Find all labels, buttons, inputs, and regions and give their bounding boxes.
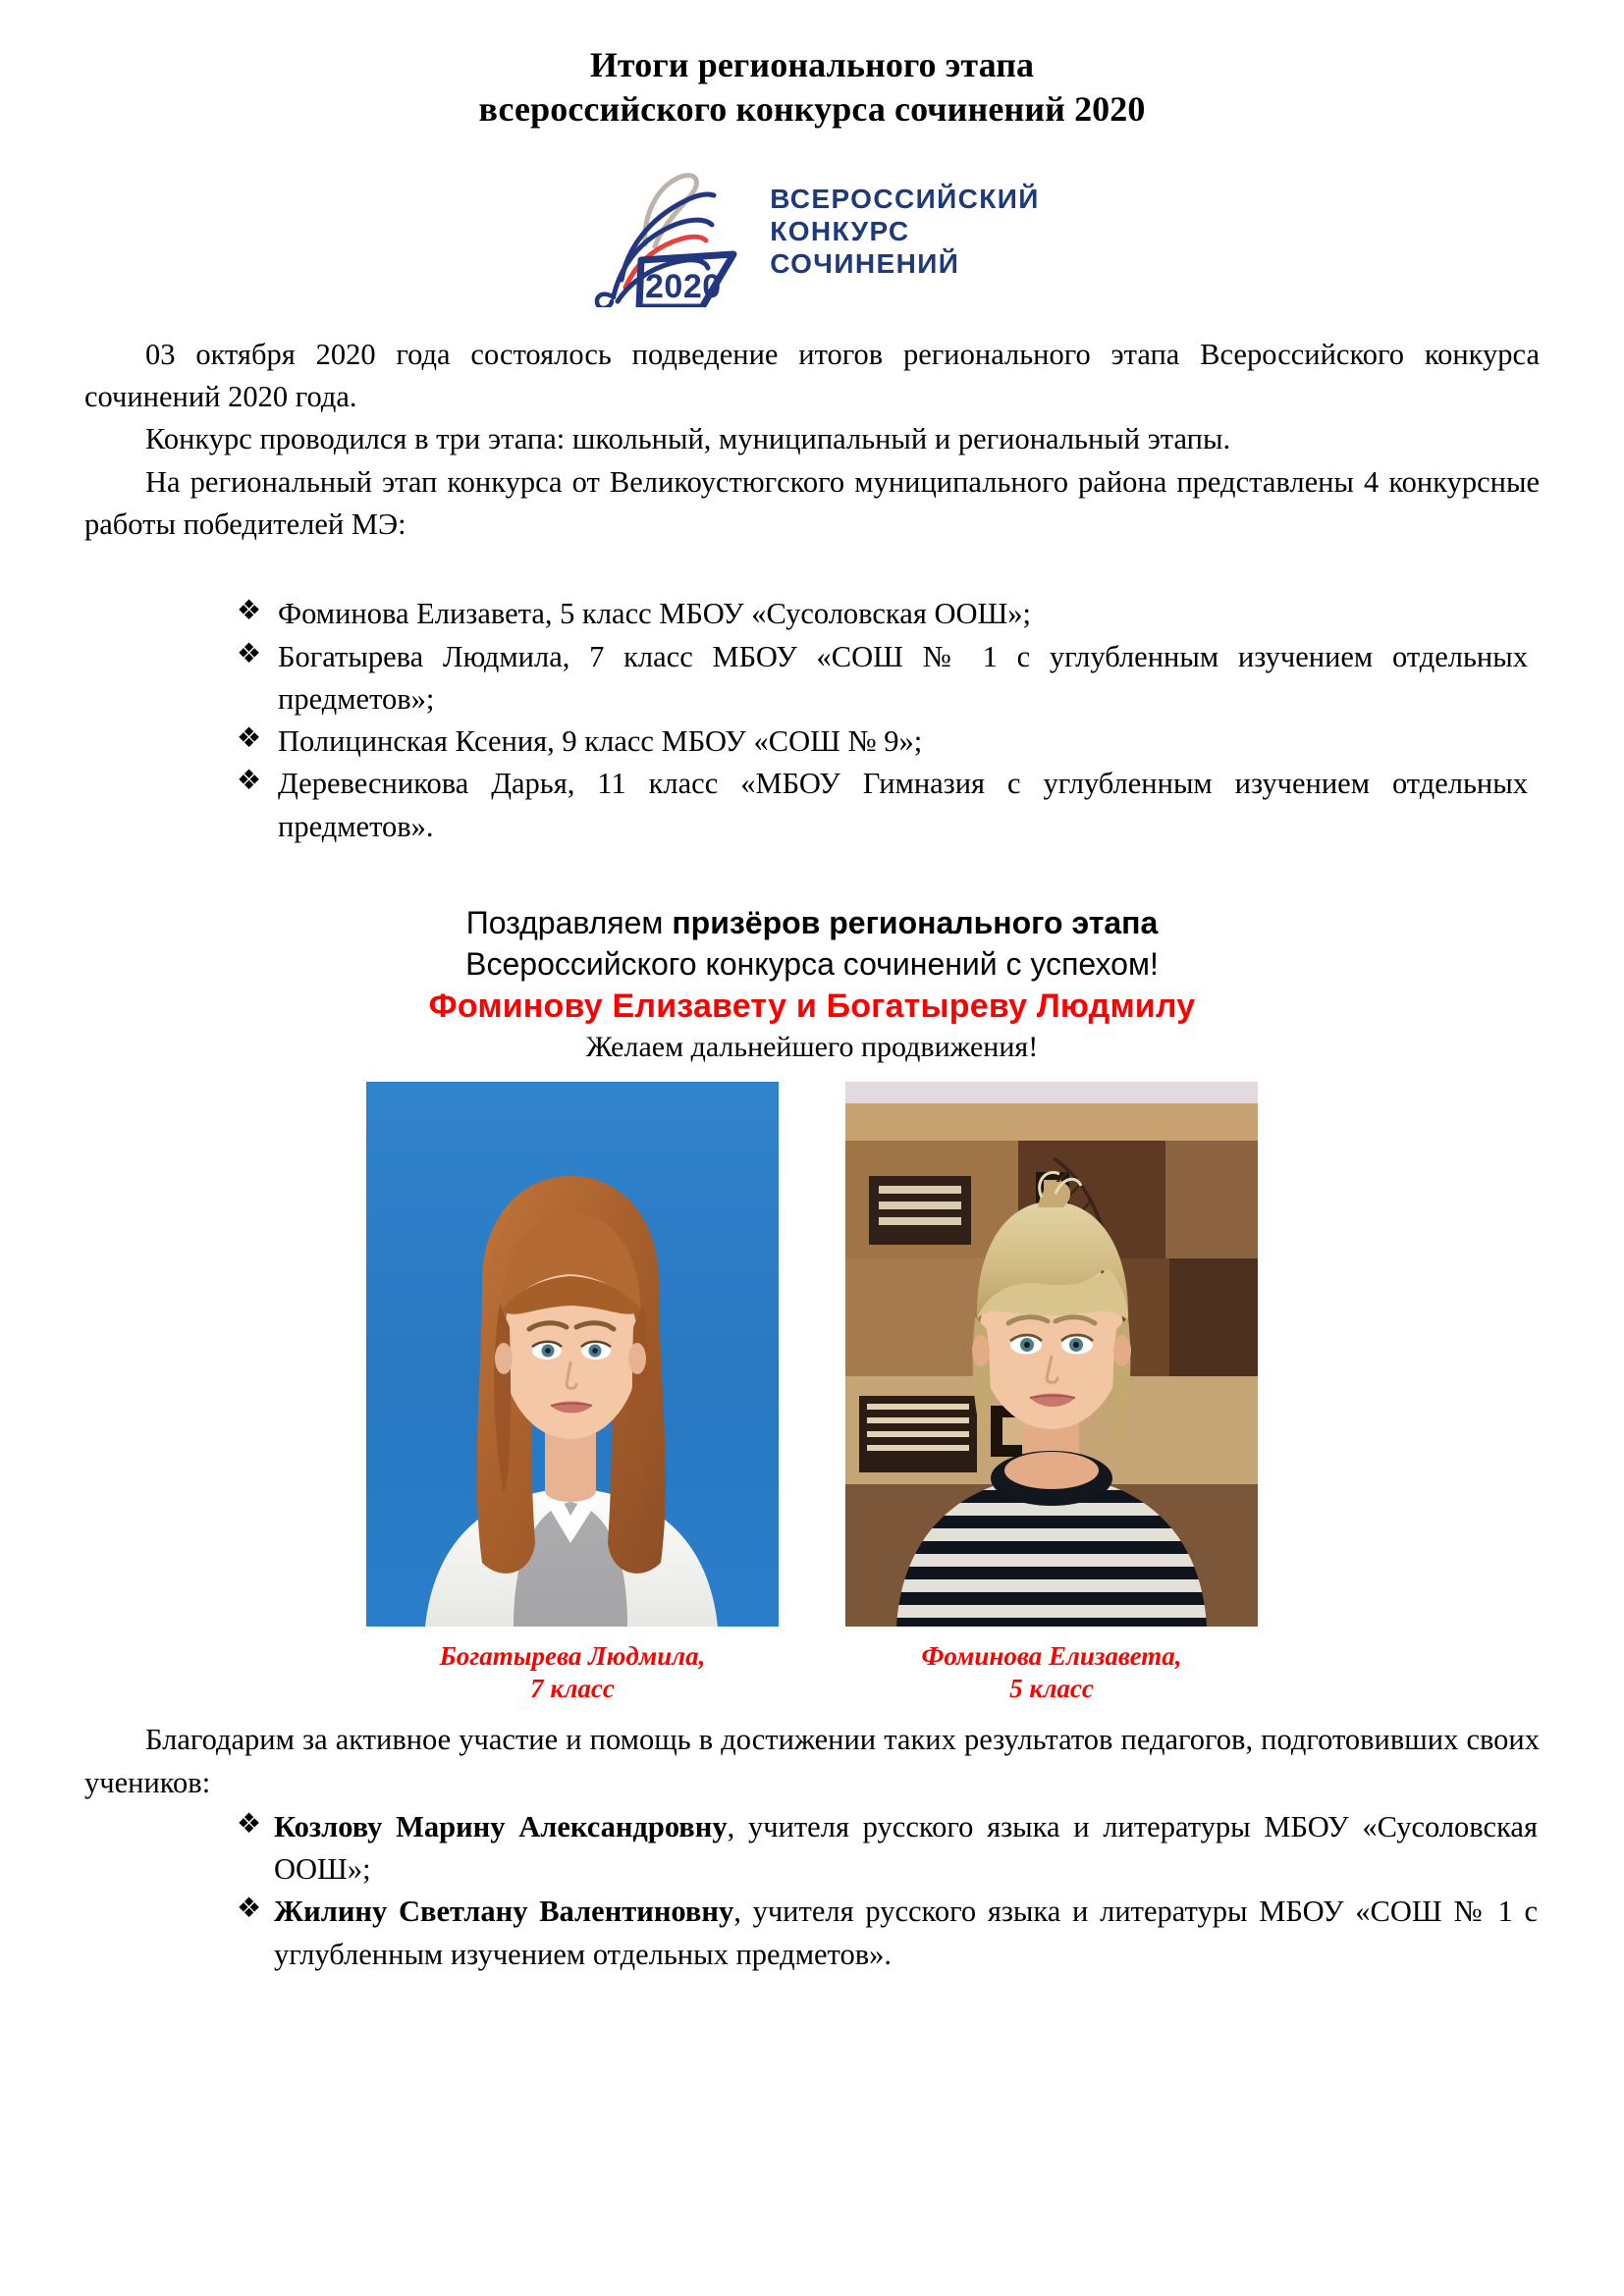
intro-paragraph-3: На региональный этап конкурса от Великоустюгского муниципального района представлены 4 конкурсные работы победителей МЭ: (84, 464, 1540, 541)
diamond-bullet-icon: ❖ (237, 723, 262, 755)
congrats-wish: Желаем дальнейшего продвижения! (585, 1031, 1039, 1064)
photo-column-right (845, 1082, 1258, 1705)
photo-column-left (366, 1082, 779, 1705)
winner-text: Деревесникова Дарья, 11 класс «МБОУ Гимназия с углубленным изучением отдельных предметов». (278, 767, 1528, 843)
list-item (237, 1891, 1538, 1976)
diamond-bullet-icon: ❖ (237, 1894, 262, 1925)
page-title-line-2: всероссийского конкурса сочинений 2020 (478, 89, 1146, 130)
winners-list (237, 593, 1528, 848)
intro-paragraph-1: 03 октября 2020 года состоялось подведение итогов регионального этапа Всероссийского конкурса сочинений 2020 года. (84, 337, 1540, 414)
congrats-line-1 (84, 903, 1540, 944)
congratulations-block (84, 903, 1540, 1066)
caption-name: Богатырева Людмила, (439, 1641, 706, 1672)
teacher-description: , учителя русского языка и литературы МБОУ «Сусоловская ООШ»; (274, 1809, 1538, 1887)
logo-text-line-1: ВСЕРОССИЙСКИЙ (770, 183, 1040, 214)
teachers-list (237, 1806, 1538, 1976)
congrats-bold-phrase: призёров регионального этапа (672, 904, 1159, 940)
caption-class: 7 класс (530, 1674, 615, 1704)
quill-feather-logo-icon (584, 150, 756, 312)
logo-text-line-2: КОНКУРС (770, 215, 910, 246)
photo-caption-left (366, 1640, 779, 1705)
teacher-name: Козлову Марину Александровну (274, 1809, 728, 1843)
contest-logo (84, 150, 1540, 312)
winner-text: Фоминова Елизавета, 5 класс МБОУ «Сусоловская ООШ»; (278, 597, 1032, 631)
page-title-line-1: Итоги регионального этапа (589, 45, 1035, 84)
page-title (84, 43, 1540, 133)
teacher-description: , учителя русского языка и литературы МБОУ «СОШ № 1 с углубленным изучением отдельных предметов». (274, 1895, 1538, 1971)
photo-gallery (84, 1082, 1540, 1705)
list-item (237, 1806, 1538, 1892)
logo-text-line-3: СОЧИНЕНИЙ (770, 247, 960, 279)
diamond-bullet-icon: ❖ (237, 766, 262, 797)
list-item (237, 721, 1528, 763)
closing-text: Благодарим за активное участие и помощь в достижении таких результатов педагогов, подготовивших своих учеников: (84, 1723, 1540, 1799)
photo-bogatyreva-lyudmila (366, 1082, 779, 1627)
congrats-prefix: Поздравляем (465, 904, 673, 940)
caption-class: 5 класс (1009, 1674, 1094, 1704)
photo-caption-right (845, 1640, 1258, 1705)
winner-text: Богатырева Людмила, 7 класс МБОУ «СОШ № 1 с углубленным изучением отдельных предметов»; (278, 639, 1528, 716)
closing-paragraph (84, 1719, 1540, 1804)
teacher-name: Жилину Светлану Валентиновну (274, 1895, 734, 1929)
list-item (237, 636, 1528, 721)
congrats-line-2: Всероссийского конкурса сочинений с успехом! (465, 945, 1159, 982)
list-item (237, 593, 1528, 635)
photo-fominova-elizaveta (845, 1082, 1258, 1627)
intro-paragraph-2: Конкурс проводился в три этапа: школьный, муниципальный и региональный этапы. (145, 422, 1231, 456)
caption-name: Фоминова Елизавета, (921, 1641, 1182, 1672)
svg-text:2020: 2020 (645, 267, 722, 305)
winner-text: Полицинская Ксения, 9 класс МБОУ «СОШ № 9»; (278, 724, 923, 759)
diamond-bullet-icon: ❖ (237, 638, 262, 669)
congrats-winner-names: Фоминову Елизавету и Богатыреву Людмилу (428, 988, 1196, 1026)
diamond-bullet-icon: ❖ (237, 596, 262, 627)
list-item (237, 763, 1528, 848)
diamond-bullet-icon: ❖ (237, 1808, 262, 1840)
contest-logo-text (770, 183, 1040, 280)
intro-paragraphs (84, 334, 1540, 546)
